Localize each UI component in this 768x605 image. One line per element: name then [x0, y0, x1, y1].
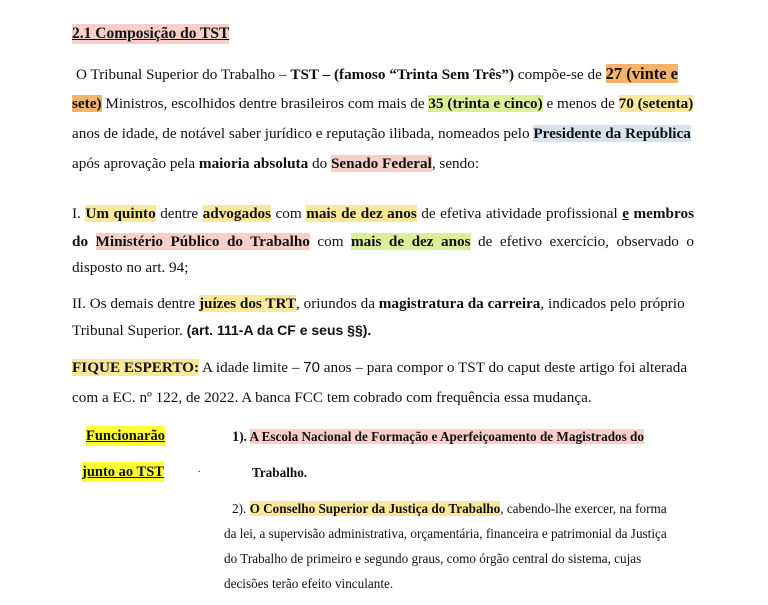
- text: com: [309, 233, 352, 250]
- side-label-line-2: junto ao TST: [82, 464, 164, 480]
- text: dentre: [155, 205, 203, 222]
- org-2-name: O Conselho Superior da Justiça do Trabalho: [249, 501, 501, 516]
- career-magistracy: magistratura da carreira: [378, 295, 541, 312]
- paragraph-composition-line-1: [76, 64, 678, 85]
- paragraph-composition-line-4: [72, 154, 479, 174]
- min-age: 35 (trinta e cinco): [428, 95, 543, 112]
- text: Ministros, escolhidos dentre brasileiros com mais de: [101, 95, 429, 112]
- ten-years-2: mais de dez anos: [351, 233, 471, 250]
- text: Tribunal Superior.: [72, 322, 187, 339]
- org-1-name: A Escola Nacional de Formação e Aperfeiçoamento de Magistrados do: [249, 429, 644, 444]
- paragraph-composition-line-3: [72, 124, 691, 144]
- item-1-line-1: [72, 204, 694, 224]
- item-1-line-3: disposto no art. 94;: [72, 259, 189, 276]
- text: anos de idade, de notável saber jurídico e reputação ilibada, nomeados pelo: [72, 125, 534, 142]
- age-limit: 70: [303, 359, 320, 376]
- org-2-line-1: [232, 500, 667, 518]
- org-1-line-2: Trabalho.: [252, 465, 308, 480]
- members: membros: [629, 205, 694, 222]
- text: compõe-se de: [514, 66, 606, 83]
- president: Presidente da República: [533, 125, 691, 142]
- text: , cabendo-lhe exercer, na forma: [500, 501, 667, 516]
- ministers-count-cont: sete): [72, 95, 102, 112]
- and: e: [622, 205, 630, 222]
- item-2-line-1: [72, 294, 685, 314]
- text: , oriundos da: [296, 295, 379, 312]
- tip-line-2: com a EC. nº 122, de 2022. A banca FCC tem cobrado com frequência essa mudança.: [72, 389, 592, 406]
- max-age: 70 (setenta): [618, 95, 694, 112]
- text: ).: [238, 501, 250, 516]
- tip-line-1: [72, 358, 687, 378]
- item-1-line-2: [72, 232, 694, 252]
- ministers-count: 27 (vinte e: [605, 64, 679, 83]
- text: A idade limite –: [199, 359, 304, 376]
- lawyers: advogados: [202, 205, 272, 222]
- text: , sendo:: [431, 155, 480, 172]
- text: de efetivo exercício, observado o: [470, 233, 694, 250]
- org-2-line-3: do Trabalho de primeiro e segundo graus, como órgão central do sistema, cujas: [224, 551, 642, 566]
- nickname: (famoso “Trinta Sem Três”): [333, 66, 515, 83]
- public-ministry: Ministério Público do Trabalho: [95, 233, 310, 250]
- org-2-line-2: da lei, a supervisão administrativa, orçamentária, financeira e patrimonial da Justiça: [224, 526, 667, 541]
- text: II. Os demais dentre: [72, 295, 199, 312]
- absolute-majority: maioria absoluta: [198, 155, 309, 172]
- text: anos – para compor o TST do caput deste artigo foi alterada: [319, 359, 688, 376]
- section-heading: 2.1 Composição do TST: [72, 25, 230, 42]
- org-1-line-1: [232, 428, 644, 446]
- one-fifth: Um quinto: [85, 205, 156, 222]
- paragraph-composition-line-2: [72, 94, 693, 114]
- text: do: [72, 233, 96, 250]
- org-2-number: 2: [232, 501, 239, 516]
- text: I.: [72, 205, 86, 222]
- org-2-line-4: decisões terão efeito vinculante.: [224, 576, 394, 591]
- stray-dot: .: [198, 464, 201, 475]
- tip-label: FIQUE ESPERTO:: [72, 359, 200, 376]
- text: do: [308, 155, 331, 172]
- text: com: [271, 205, 307, 222]
- ten-years-1: mais de dez anos: [306, 205, 417, 222]
- senate: Senado Federal: [330, 155, 432, 172]
- text: ).: [239, 429, 250, 444]
- tst-abbrev: TST –: [290, 66, 331, 83]
- text: após aprovação pela: [72, 155, 199, 172]
- text: de efetiva atividade profissional: [416, 205, 623, 222]
- side-label-line-1: Funcionarão: [86, 428, 165, 444]
- text: e menos de: [542, 95, 619, 112]
- item-2-line-2: [72, 320, 371, 341]
- text: , indicados pelo próprio: [540, 295, 685, 312]
- text: O Tribunal Superior do Trabalho –: [76, 66, 291, 83]
- article-reference: (art. 111-A da CF e seus §§).: [186, 322, 372, 338]
- trt-judges: juízes dos TRT: [198, 295, 297, 312]
- org-1-number: 1: [232, 429, 240, 445]
